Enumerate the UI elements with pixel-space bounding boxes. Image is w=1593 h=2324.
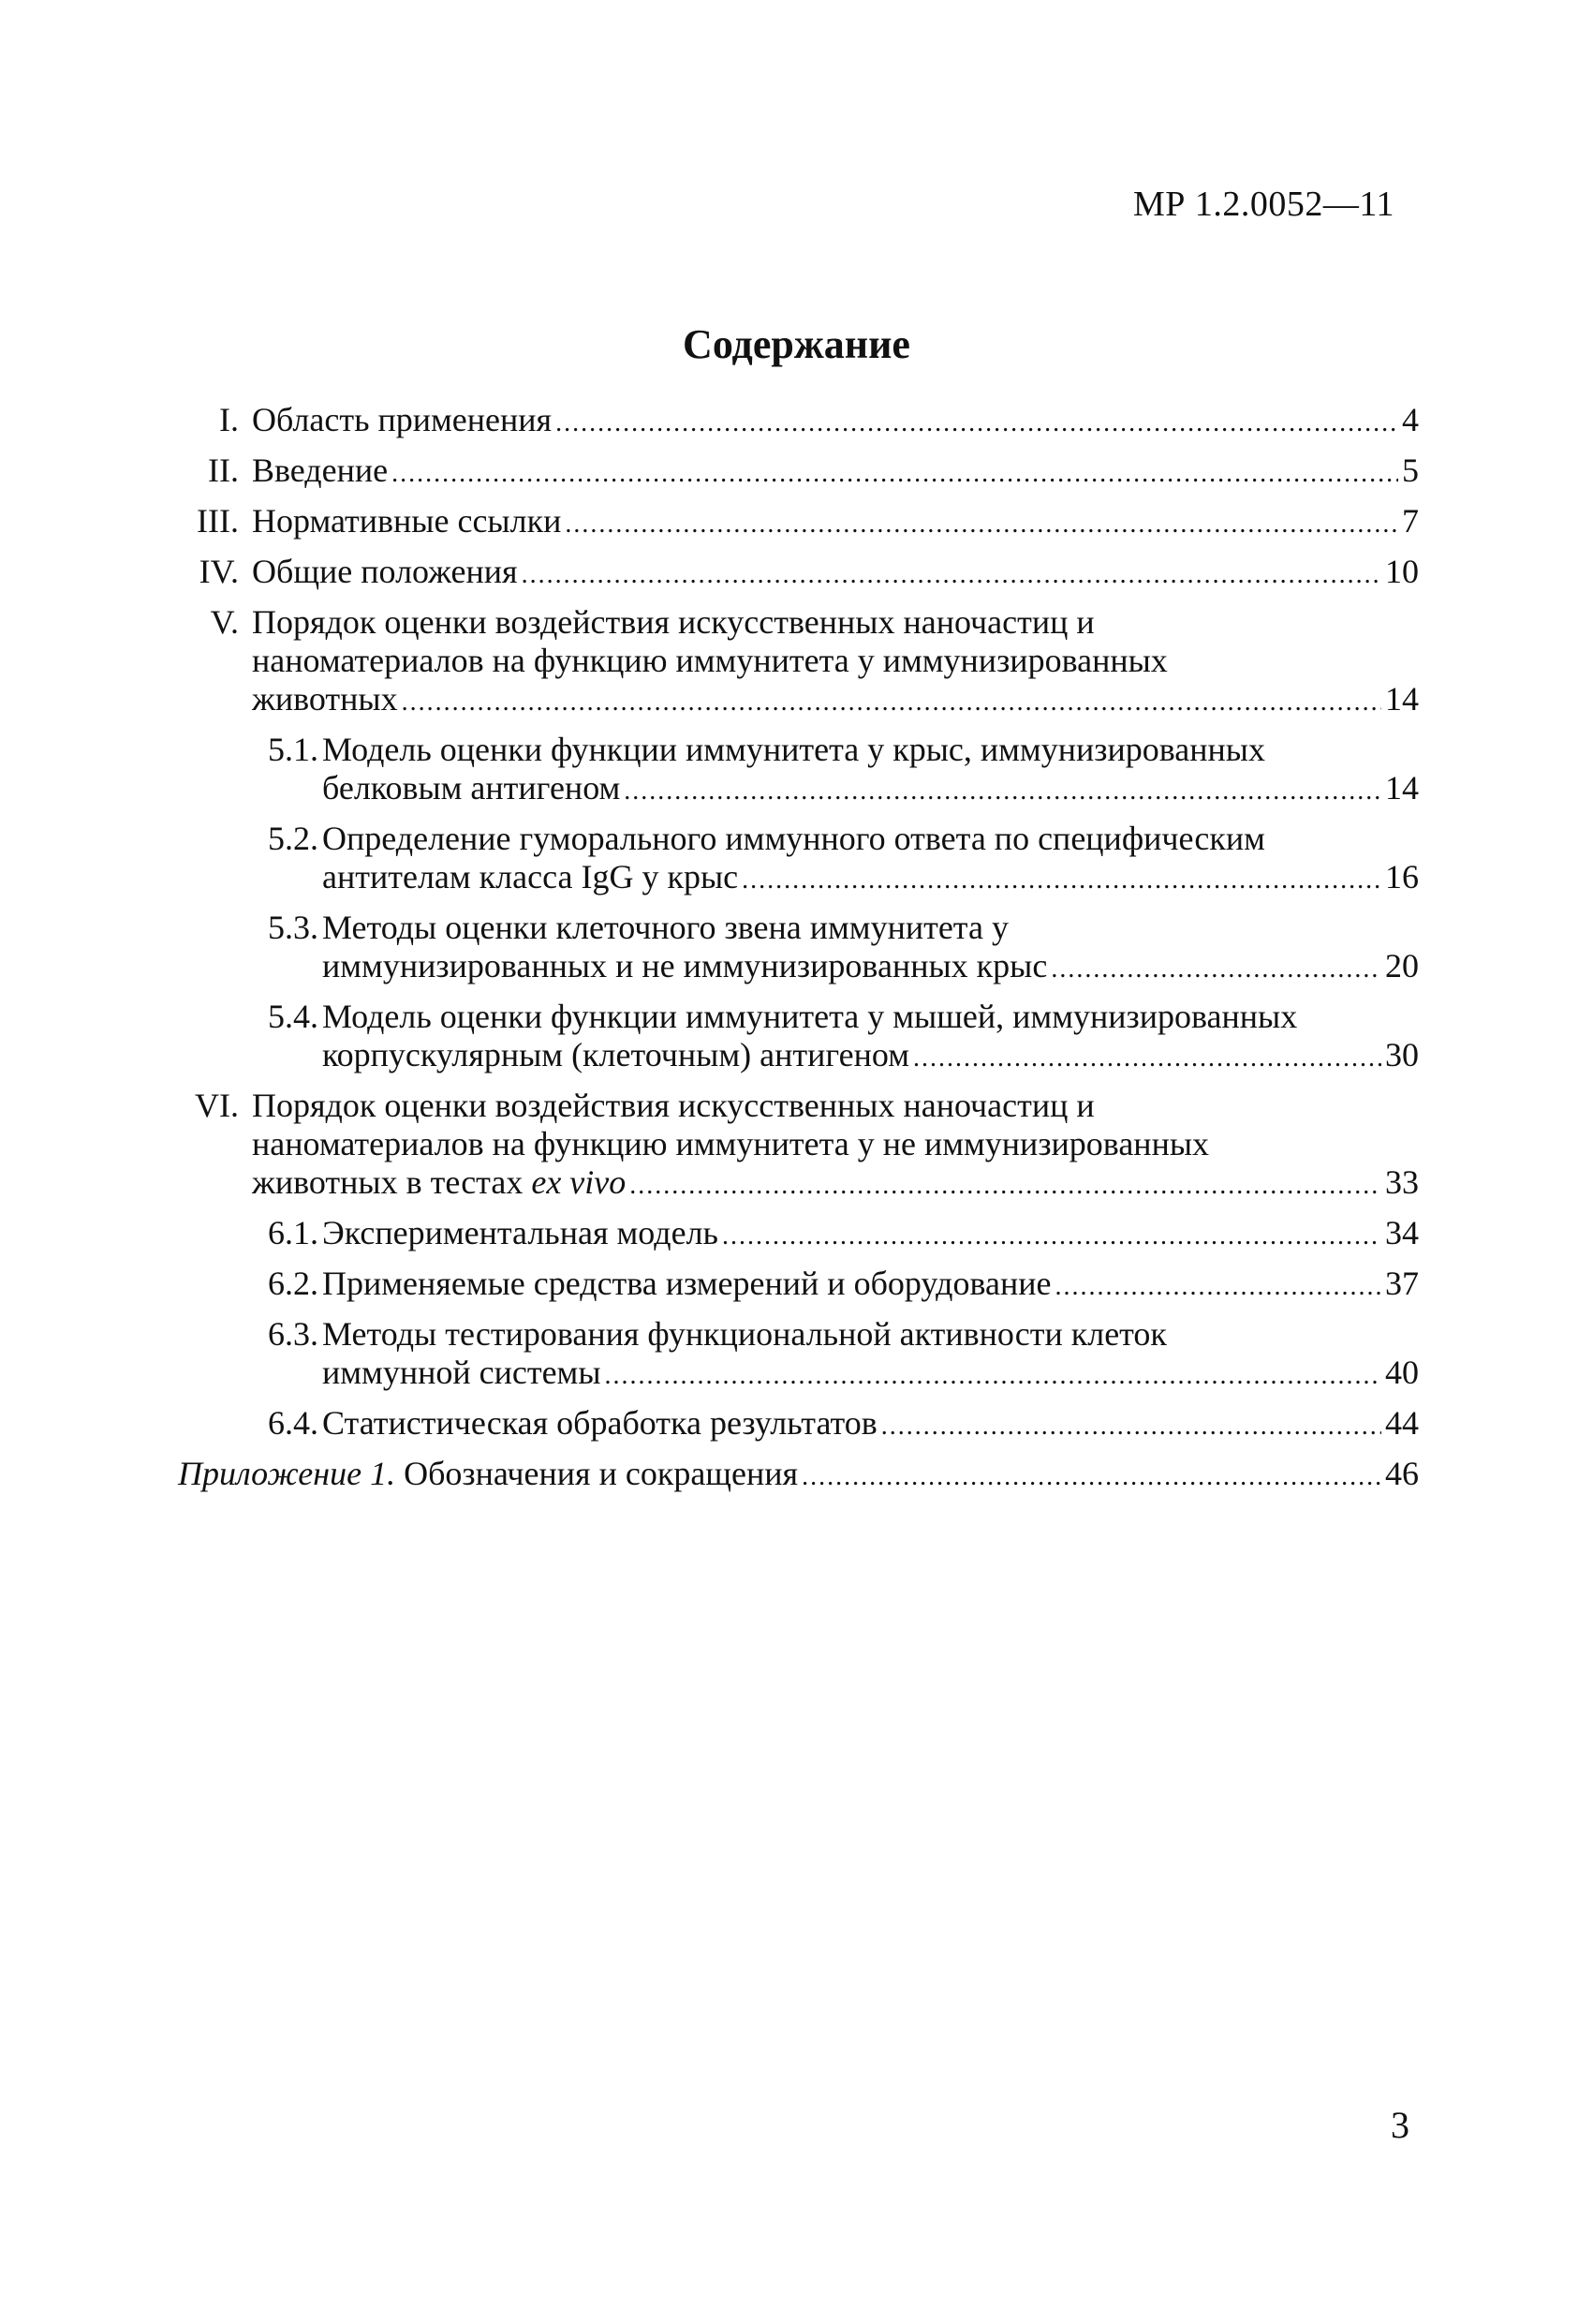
toc-entry-title-line: Определение гуморального иммунного ответа по специфическим: [322, 820, 1265, 857]
toc-entry-title: белковым антигеном: [322, 769, 621, 807]
dot-leader: [802, 1458, 1381, 1496]
toc-entry-page: 40: [1385, 1354, 1419, 1391]
toc-entry-number: 5.2.: [268, 820, 318, 857]
toc-entry-title: Статистическая обработка результатов: [322, 1404, 878, 1442]
toc-entry-title-line: Методы оценки клеточного звена иммунитета у: [322, 909, 1009, 946]
toc-entry-title: иммунной системы: [322, 1354, 601, 1391]
toc-entry-page: 16: [1385, 858, 1419, 896]
dot-leader: [555, 404, 1398, 442]
toc-entry-5-3[interactable]: [178, 909, 1419, 988]
toc-entry-page: 44: [1385, 1404, 1419, 1442]
toc-entry-section-2[interactable]: [178, 451, 1419, 493]
table-of-contents: [178, 401, 1419, 1505]
toc-entry-page: 14: [1385, 680, 1419, 718]
toc-entry-title: Обозначения и сокращения: [404, 1455, 799, 1492]
toc-entry-title-plain: животных в тестах: [252, 1163, 532, 1201]
toc-entry-section-5[interactable]: [178, 603, 1419, 721]
dot-leader: [624, 772, 1381, 810]
dot-leader: [629, 1166, 1381, 1205]
toc-entry-title: животных: [252, 680, 398, 718]
document-code: МР 1.2.0052—11: [1133, 185, 1395, 224]
toc-entry-number: IV.: [199, 553, 239, 590]
toc-entry-title: Применяемые средства измерений и оборудование: [322, 1265, 1052, 1302]
toc-entry-6-1[interactable]: [178, 1214, 1419, 1255]
toc-entry-number: 6.3.: [268, 1315, 318, 1353]
dot-leader: [565, 505, 1398, 543]
toc-entry-page: 33: [1385, 1163, 1419, 1201]
toc-entry-title-line: Порядок оценки воздействия искусственных наночастиц и: [252, 603, 1095, 641]
toc-entry-number: 5.1.: [268, 731, 318, 768]
toc-entry-6-3[interactable]: [178, 1315, 1419, 1395]
toc-entry-page: 5: [1402, 451, 1419, 489]
toc-entry-page: 14: [1385, 769, 1419, 807]
toc-entry-page: 20: [1385, 947, 1419, 984]
toc-entry-title-italic: ex vivo: [531, 1163, 627, 1201]
toc-entry-page: 4: [1402, 401, 1419, 438]
dot-leader: [881, 1407, 1381, 1445]
toc-entry-number: 5.4.: [268, 998, 318, 1035]
page-number: 3: [1391, 2104, 1409, 2146]
dot-leader: [605, 1356, 1381, 1395]
dot-leader: [742, 861, 1381, 899]
toc-entry-title: иммунизированных и не иммунизированных крыс: [322, 947, 1048, 984]
toc-entry-section-1[interactable]: [178, 401, 1419, 442]
toc-entry-page: 7: [1402, 502, 1419, 540]
toc-entry-page: 30: [1385, 1036, 1419, 1073]
toc-entry-title: Область применения: [252, 401, 553, 438]
toc-entry-title: антителам класса IgG у крыс: [322, 858, 739, 896]
toc-title: Содержание: [683, 321, 910, 367]
toc-entry-page: 37: [1385, 1265, 1419, 1302]
toc-entry-number: VI.: [195, 1087, 239, 1124]
toc-entry-title-line: наноматериалов на функцию иммунитета у не иммунизированных: [252, 1125, 1210, 1162]
dot-leader: [391, 454, 1398, 493]
toc-entry-number: II.: [208, 451, 239, 489]
toc-entry-appendix-1[interactable]: [178, 1455, 1419, 1496]
toc-entry-title-line: наноматериалов на функцию иммунитета у иммунизированных: [252, 642, 1168, 679]
toc-entry-5-4[interactable]: [178, 998, 1419, 1077]
toc-entry-number: 6.2.: [268, 1265, 318, 1302]
toc-entry-title: корпускулярным (клеточным) антигеном: [322, 1036, 910, 1073]
toc-entry-title-line: Порядок оценки воздействия искусственных наночастиц и: [252, 1087, 1095, 1124]
dot-leader: [522, 555, 1381, 594]
toc-entry-number: III.: [197, 502, 239, 540]
toc-entry-number: 5.3.: [268, 909, 318, 946]
toc-entry-title: Введение: [252, 451, 389, 489]
toc-entry-number: 6.4.: [268, 1404, 318, 1442]
toc-entry-title: Общие положения: [252, 553, 518, 590]
appendix-label: Приложение 1.: [178, 1455, 396, 1492]
toc-entry-title-line: Методы тестирования функциональной активности клеток: [322, 1315, 1167, 1353]
toc-entry-5-2[interactable]: [178, 820, 1419, 899]
dot-leader: [722, 1217, 1381, 1255]
toc-entry-page: 46: [1385, 1455, 1419, 1492]
toc-entry-5-1[interactable]: [178, 731, 1419, 810]
toc-entry-page: 10: [1385, 553, 1419, 590]
dot-leader: [913, 1039, 1381, 1077]
toc-entry-section-6[interactable]: [178, 1087, 1419, 1205]
toc-entry-section-3[interactable]: [178, 502, 1419, 543]
dot-leader: [402, 683, 1381, 721]
dot-leader: [1051, 950, 1381, 988]
toc-entry-page: 34: [1385, 1214, 1419, 1251]
toc-entry-section-4[interactable]: [178, 553, 1419, 594]
toc-entry-title-line: Модель оценки функции иммунитета у мышей, иммунизированных: [322, 998, 1298, 1035]
toc-entry-number: V.: [210, 603, 239, 641]
toc-entry-6-4[interactable]: [178, 1404, 1419, 1445]
toc-entry-title: Нормативные ссылки: [252, 502, 562, 540]
dot-leader: [1055, 1267, 1381, 1306]
toc-entry-title-line: Модель оценки функции иммунитета у крыс, иммунизированных: [322, 731, 1265, 768]
toc-entry-6-2[interactable]: [178, 1265, 1419, 1306]
toc-entry-title: [252, 1163, 626, 1202]
toc-entry-number: I.: [219, 401, 239, 438]
toc-entry-number: 6.1.: [268, 1214, 318, 1251]
toc-entry-title: Экспериментальная модель: [322, 1214, 718, 1251]
